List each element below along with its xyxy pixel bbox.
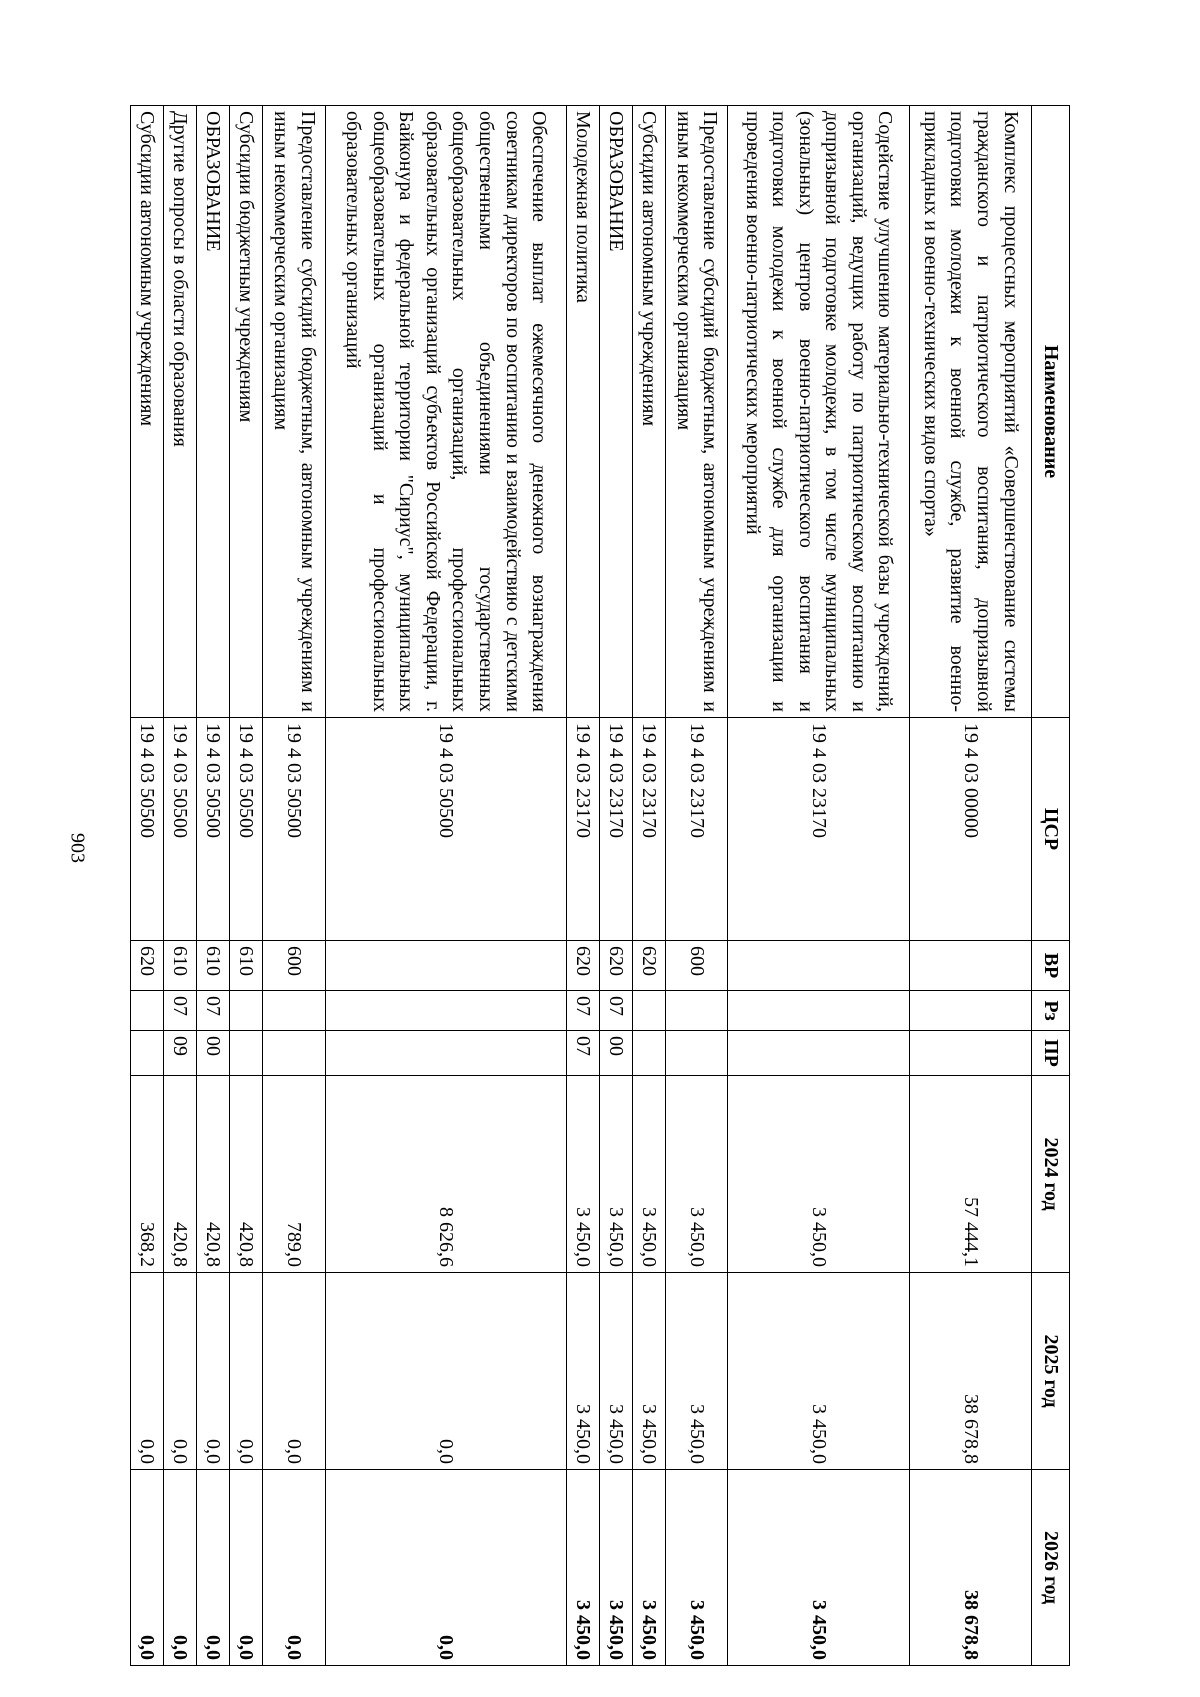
cell-rz [230, 991, 263, 1031]
cell-pr: 09 [164, 1031, 197, 1076]
table-row [230, 106, 263, 1666]
cell-vr: 600 [263, 941, 326, 991]
table-row [728, 106, 909, 1666]
cell-pr [263, 1031, 326, 1076]
cell-2024: 368,2 [131, 1076, 164, 1273]
table-row [909, 106, 1031, 1666]
cell-2025: 3 450,0 [599, 1273, 632, 1470]
cell-csr: 19 4 03 23170 [665, 718, 728, 941]
cell-2024: 3 450,0 [728, 1076, 909, 1273]
header-name: Наименование [1032, 106, 1070, 718]
cell-rz: 07 [197, 991, 230, 1031]
cell-pr [665, 1031, 728, 1076]
cell-name: Предоставление субсидий бюджетным, автономным учреждениям и иным некоммерческим организациям [263, 106, 326, 718]
cell-vr: 620 [566, 941, 599, 991]
cell-vr: 620 [632, 941, 665, 991]
cell-pr: 07 [566, 1031, 599, 1076]
cell-pr [632, 1031, 665, 1076]
cell-name: Содействие улучшению материально-технической базы учреждений, организаций, ведущих работу по патриотическому воспитанию и допризывной подготовке молодежи, в том числе муниципальных (зональных) центров военно-патриотического воспитания и подготовки молодежи к военной службе для организации и проведения военно-патриотических мероприятий [728, 106, 909, 718]
cell-name: Молодежная политика [566, 106, 599, 718]
cell-2026: 0,0 [164, 1470, 197, 1666]
cell-vr: 620 [599, 941, 632, 991]
cell-2026: 0,0 [263, 1470, 326, 1666]
table-row [665, 106, 728, 1666]
cell-name: Другие вопросы в области образования [164, 106, 197, 718]
cell-rz [728, 991, 909, 1031]
cell-csr: 19 4 03 23170 [632, 718, 665, 941]
table-row [131, 106, 164, 1666]
budget-table [130, 105, 1070, 1666]
table-row [566, 106, 599, 1666]
cell-2026: 0,0 [325, 1470, 566, 1666]
cell-name: ОБРАЗОВАНИЕ [197, 106, 230, 718]
cell-name: Предоставление субсидий бюджетным, автономным учреждениям и иным некоммерческим организациям [665, 106, 728, 718]
cell-2026: 3 450,0 [728, 1470, 909, 1666]
cell-csr: 19 4 03 50500 [325, 718, 566, 941]
cell-csr: 19 4 03 50500 [131, 718, 164, 941]
cell-pr [728, 1031, 909, 1076]
cell-csr: 19 4 03 50500 [164, 718, 197, 941]
cell-2026: 3 450,0 [566, 1470, 599, 1666]
cell-name: Субсидии автономным учреждениям [632, 106, 665, 718]
cell-pr: 00 [599, 1031, 632, 1076]
cell-pr [131, 1031, 164, 1076]
cell-vr [909, 941, 1031, 991]
cell-2024: 789,0 [263, 1076, 326, 1273]
cell-name: Комплекс процессных мероприятий «Совершенствование системы гражданского и патриотического воспитания, допризывной подготовки молодежи к военной службе, развитие военно-прикладных и военно-технических видов спорта» [909, 106, 1031, 718]
table-header-row [1032, 106, 1070, 1666]
cell-vr: 610 [164, 941, 197, 991]
header-vr: ВР [1032, 941, 1070, 991]
cell-2026: 0,0 [230, 1470, 263, 1666]
cell-csr: 19 4 03 00000 [909, 718, 1031, 941]
table-row [325, 106, 566, 1666]
cell-2026: 38 678,8 [909, 1470, 1031, 1666]
cell-pr [230, 1031, 263, 1076]
table-row [197, 106, 230, 1666]
cell-vr [325, 941, 566, 991]
cell-vr: 610 [197, 941, 230, 991]
cell-2026: 3 450,0 [665, 1470, 728, 1666]
cell-2024: 420,8 [197, 1076, 230, 1273]
cell-2024: 3 450,0 [599, 1076, 632, 1273]
cell-csr: 19 4 03 23170 [599, 718, 632, 941]
cell-2024: 3 450,0 [665, 1076, 728, 1273]
cell-2025: 0,0 [230, 1273, 263, 1470]
cell-rz [665, 991, 728, 1031]
cell-2025: 0,0 [325, 1273, 566, 1470]
cell-vr: 600 [665, 941, 728, 991]
cell-2025: 3 450,0 [728, 1273, 909, 1470]
cell-2025: 0,0 [263, 1273, 326, 1470]
cell-rz: 07 [599, 991, 632, 1031]
table-row [599, 106, 632, 1666]
cell-2024: 57 444,1 [909, 1076, 1031, 1273]
cell-rz [263, 991, 326, 1031]
cell-pr [325, 1031, 566, 1076]
header-2026: 2026 год [1032, 1470, 1070, 1666]
cell-2025: 0,0 [131, 1273, 164, 1470]
cell-rz: 07 [566, 991, 599, 1031]
cell-2025: 3 450,0 [665, 1273, 728, 1470]
header-2025: 2025 год [1032, 1273, 1070, 1470]
cell-csr: 19 4 03 50500 [263, 718, 326, 941]
header-2024: 2024 год [1032, 1076, 1070, 1273]
cell-2024: 8 626,6 [325, 1076, 566, 1273]
cell-2025: 3 450,0 [632, 1273, 665, 1470]
cell-rz [909, 991, 1031, 1031]
cell-name: Субсидии бюджетным учреждениям [230, 106, 263, 718]
cell-name: ОБРАЗОВАНИЕ [599, 106, 632, 718]
cell-2025: 3 450,0 [566, 1273, 599, 1470]
cell-vr: 610 [230, 941, 263, 991]
cell-2024: 3 450,0 [632, 1076, 665, 1273]
cell-csr: 19 4 03 50500 [230, 718, 263, 941]
cell-rz: 07 [164, 991, 197, 1031]
cell-pr [909, 1031, 1031, 1076]
table-row [263, 106, 326, 1666]
table-row [632, 106, 665, 1666]
cell-csr: 19 4 03 23170 [728, 718, 909, 941]
cell-2025: 38 678,8 [909, 1273, 1031, 1470]
cell-rz [632, 991, 665, 1031]
cell-2025: 0,0 [164, 1273, 197, 1470]
cell-rz [325, 991, 566, 1031]
cell-name: Субсидии автономным учреждениям [131, 106, 164, 718]
cell-vr [728, 941, 909, 991]
cell-pr: 00 [197, 1031, 230, 1076]
header-pr: ПР [1032, 1031, 1070, 1076]
cell-csr: 19 4 03 50500 [197, 718, 230, 941]
cell-2024: 420,8 [164, 1076, 197, 1273]
page-number: 903 [66, 833, 89, 863]
cell-2025: 0,0 [197, 1273, 230, 1470]
header-csr: ЦСР [1032, 718, 1070, 941]
cell-2026: 0,0 [197, 1470, 230, 1666]
cell-vr: 620 [131, 941, 164, 991]
cell-2026: 0,0 [131, 1470, 164, 1666]
cell-rz [131, 991, 164, 1031]
cell-2026: 3 450,0 [599, 1470, 632, 1666]
table-row [164, 106, 197, 1666]
cell-2024: 3 450,0 [566, 1076, 599, 1273]
cell-2026: 3 450,0 [632, 1470, 665, 1666]
cell-csr: 19 4 03 23170 [566, 718, 599, 941]
cell-2024: 420,8 [230, 1076, 263, 1273]
rotated-table-container [130, 105, 1070, 1665]
header-rz: Рз [1032, 991, 1070, 1031]
cell-name: Обеспечение выплат ежемесячного денежного вознаграждения советникам директоров по воспитанию и взаимодействию с детскими общественными объединениями государственных общеобразовательных организаций, профессиональных образовательных организаций субъектов Российской Федерации, г. Байконура и федеральной территории "Сириус", муниципальных общеобразовательных организаций и профессиональных образовательных организаций [325, 106, 566, 718]
